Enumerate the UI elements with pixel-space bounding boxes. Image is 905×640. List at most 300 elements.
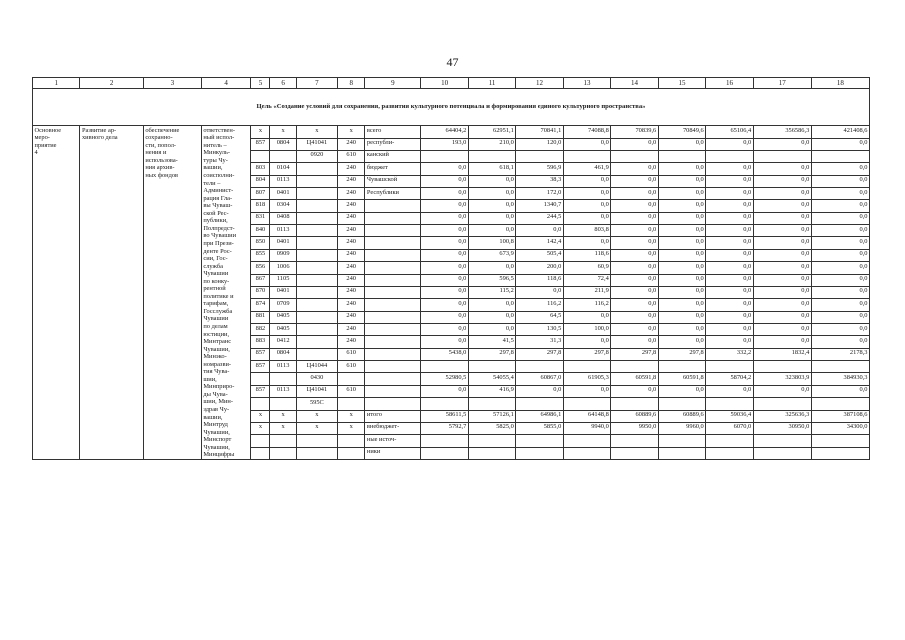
section-code-cell [270, 373, 296, 385]
expense-type-cell: 240 [337, 311, 364, 323]
column-number: 6 [270, 78, 296, 89]
text-line: ных фондов [145, 172, 179, 180]
section-code-cell: 0804 [270, 348, 296, 360]
text-line: Чувашии, [203, 345, 230, 353]
text-line: юстиции, [203, 330, 230, 338]
column-number: 8 [337, 78, 364, 89]
executor-cell [201, 126, 251, 460]
amount-cell: 0,0 [421, 200, 468, 212]
data-rows [33, 126, 870, 460]
amount-cell: 0,0 [611, 311, 658, 323]
amount-cell [811, 361, 869, 373]
grbs-code-cell: 831 [251, 212, 270, 224]
text-line: обеспечение [145, 126, 180, 134]
expense-type-cell: 240 [337, 175, 364, 187]
amount-cell [468, 435, 515, 447]
amount-cell: 416,9 [468, 385, 515, 397]
amount-cell: 0,0 [753, 324, 811, 336]
amount-cell: 60,9 [563, 262, 610, 274]
amount-cell: 0,0 [468, 212, 515, 224]
text-line: во Чувашии [203, 232, 237, 240]
amount-cell: 120,0 [516, 138, 563, 150]
amount-cell [563, 435, 610, 447]
section-code-cell: x [270, 410, 296, 422]
amount-cell: 193,0 [421, 138, 468, 150]
amount-cell: 0,0 [421, 249, 468, 261]
column-number: 12 [516, 78, 563, 89]
amount-cell [468, 150, 515, 162]
section-code-cell: 1105 [270, 274, 296, 286]
text-line: туры Чу- [203, 156, 228, 164]
section-code-cell: 0113 [270, 361, 296, 373]
amount-cell: 30950,0 [753, 422, 811, 434]
amount-cell: 505,4 [516, 249, 563, 261]
amount-cell: 0,0 [611, 138, 658, 150]
amount-cell: 0,0 [658, 212, 705, 224]
amount-cell: 0,0 [753, 311, 811, 323]
text-line: Минтранс [203, 338, 232, 346]
amount-cell: 5825,0 [468, 422, 515, 434]
amount-cell [658, 435, 705, 447]
amount-cell: 0,0 [468, 200, 515, 212]
text-line: 4 [34, 149, 38, 157]
section-code-cell [270, 435, 296, 447]
amount-cell: 60591,8 [658, 373, 705, 385]
section-code-cell: 0113 [270, 225, 296, 237]
text-line: по конку- [203, 277, 230, 285]
amount-cell: 0,0 [811, 262, 869, 274]
amount-cell [811, 447, 869, 460]
amount-cell [753, 435, 811, 447]
amount-cell: 0,0 [811, 299, 869, 311]
amount-cell: 0,0 [468, 225, 515, 237]
amount-cell: 0,0 [421, 225, 468, 237]
amount-cell: 0,0 [611, 188, 658, 200]
amount-cell [611, 398, 658, 410]
amount-cell: 0,0 [611, 163, 658, 175]
amount-cell: 9960,0 [658, 422, 705, 434]
text-line: публики, [203, 217, 228, 225]
amount-cell: 384930,3 [811, 373, 869, 385]
amount-cell: 0,0 [468, 262, 515, 274]
amount-cell: 0,0 [753, 262, 811, 274]
amount-cell: 0,0 [811, 385, 869, 397]
amount-cell: 618,1 [468, 163, 515, 175]
section-code-cell: 0401 [270, 237, 296, 249]
event-name-cell [80, 126, 143, 460]
funding-source-cell [365, 348, 421, 360]
target-article-cell: x [296, 410, 337, 422]
grbs-code-cell: 881 [251, 311, 270, 323]
amount-cell: 0,0 [421, 299, 468, 311]
amount-cell: 61905,3 [563, 373, 610, 385]
section-code-cell: 0113 [270, 175, 296, 187]
text-line: вашии, [203, 413, 223, 421]
amount-cell: 116,2 [516, 299, 563, 311]
expense-type-cell: x [337, 410, 364, 422]
target-article-cell [296, 225, 337, 237]
grbs-code-cell: 883 [251, 336, 270, 348]
target-article-cell [296, 435, 337, 447]
amount-cell: 0,0 [811, 225, 869, 237]
column-number: 9 [365, 78, 421, 89]
text-line: ния архив- [145, 164, 175, 172]
grbs-code-cell: 856 [251, 262, 270, 274]
funding-source-cell [365, 286, 421, 298]
target-article-cell [296, 175, 337, 187]
amount-cell: 0,0 [611, 299, 658, 311]
amount-cell [658, 447, 705, 460]
amount-cell: 1340,7 [516, 200, 563, 212]
amount-cell [516, 398, 563, 410]
section-code-cell: x [270, 126, 296, 138]
amount-cell [563, 447, 610, 460]
grbs-code-cell: 857 [251, 138, 270, 150]
amount-cell: 803,8 [563, 225, 610, 237]
amount-cell: 0,0 [658, 188, 705, 200]
amount-cell: 0,0 [753, 200, 811, 212]
grbs-code-cell [251, 447, 270, 460]
amount-cell: 70849,6 [658, 126, 705, 138]
text-line: по делам [203, 322, 228, 330]
amount-cell: 64148,8 [563, 410, 610, 422]
section-code-cell: 0405 [270, 324, 296, 336]
text-line: Админист- [203, 187, 234, 195]
text-line: Минтруд [203, 421, 228, 429]
amount-cell: 0,0 [658, 163, 705, 175]
amount-cell: 0,0 [611, 262, 658, 274]
amount-cell: 0,0 [658, 237, 705, 249]
amount-cell [706, 361, 753, 373]
amount-cell: 0,0 [753, 225, 811, 237]
amount-cell: 297,8 [611, 348, 658, 360]
amount-cell: 59036,4 [706, 410, 753, 422]
amount-cell [516, 150, 563, 162]
amount-cell: 0,0 [563, 212, 610, 224]
text-line: Чувашии [203, 315, 229, 323]
text-line: номразви- [203, 360, 232, 368]
budget-table [32, 77, 870, 460]
text-line: ответствен- [203, 126, 235, 134]
target-article-cell [296, 200, 337, 212]
amount-cell: 70841,1 [516, 126, 563, 138]
amount-cell: 0,0 [753, 274, 811, 286]
text-line: здрав Чу- [203, 405, 230, 413]
text-line: при Прези- [203, 239, 234, 247]
amount-cell: 0,0 [811, 286, 869, 298]
amount-cell [611, 435, 658, 447]
amount-cell: 6070,0 [706, 422, 753, 434]
grbs-code-cell [251, 435, 270, 447]
amount-cell: 0,0 [658, 262, 705, 274]
amount-cell [421, 447, 468, 460]
funding-source-cell [365, 200, 421, 212]
column-number: 11 [468, 78, 515, 89]
text-line: Минэко- [203, 353, 227, 361]
funding-source-cell [365, 237, 421, 249]
amount-cell: 297,8 [516, 348, 563, 360]
expense-type-cell: 610 [337, 150, 364, 162]
amount-cell [468, 361, 515, 373]
amount-cell: 0,0 [563, 385, 610, 397]
grbs-code-cell: 857 [251, 385, 270, 397]
grbs-code-cell: 857 [251, 348, 270, 360]
amount-cell: 0,0 [658, 385, 705, 397]
section-code-cell: 0408 [270, 212, 296, 224]
grbs-code-cell: x [251, 126, 270, 138]
amount-cell: 0,0 [753, 138, 811, 150]
target-article-cell: x [296, 422, 337, 434]
amount-cell: 0,0 [811, 175, 869, 187]
amount-cell: 31,3 [516, 336, 563, 348]
amount-cell: 0,0 [706, 274, 753, 286]
amount-cell: 0,0 [706, 212, 753, 224]
amount-cell [516, 447, 563, 460]
amount-cell: 115,2 [468, 286, 515, 298]
target-article-cell [296, 286, 337, 298]
expense-type-cell: 240 [337, 286, 364, 298]
column-number: 15 [658, 78, 705, 89]
text-line: использова- [145, 156, 178, 164]
target-article-cell: 0430 [296, 373, 337, 385]
target-article-cell [296, 348, 337, 360]
text-line: нитель – [203, 141, 227, 149]
amount-cell [811, 435, 869, 447]
amount-cell [611, 447, 658, 460]
section-code-cell [270, 150, 296, 162]
amount-cell [658, 398, 705, 410]
column-number: 5 [251, 78, 270, 89]
text-line: денте Рос- [203, 247, 232, 255]
amount-cell: 297,8 [563, 348, 610, 360]
goal-heading: Цель «Создание условий для сохранения, развития культурного потенциала и формирования единого культурного пространства» [33, 89, 870, 126]
expense-type-cell: 610 [337, 348, 364, 360]
funding-source-cell [365, 361, 421, 373]
text-line: ской Рес- [203, 209, 229, 217]
target-article-cell: Ц41041 [296, 385, 337, 397]
amount-cell: 0,0 [706, 299, 753, 311]
amount-cell: 0,0 [706, 311, 753, 323]
expense-type-cell: 240 [337, 299, 364, 311]
amount-cell: 0,0 [706, 262, 753, 274]
text-line: нения и [145, 149, 167, 157]
column-number: 2 [80, 78, 143, 89]
grbs-code-cell: 882 [251, 324, 270, 336]
amount-cell: 0,0 [811, 311, 869, 323]
amount-cell: 0,0 [421, 286, 468, 298]
amount-cell [516, 435, 563, 447]
column-number: 17 [753, 78, 811, 89]
target-article-cell: 0920 [296, 150, 337, 162]
amount-cell [421, 435, 468, 447]
section-code-cell: 0113 [270, 385, 296, 397]
amount-cell: 0,0 [421, 336, 468, 348]
amount-cell: 0,0 [658, 311, 705, 323]
amount-cell: 0,0 [563, 311, 610, 323]
goal-heading-row [33, 89, 870, 126]
amount-cell: 0,0 [468, 175, 515, 187]
amount-cell [753, 361, 811, 373]
text-line: Минприро- [203, 383, 235, 391]
text-line: соисполни- [203, 172, 235, 180]
page-number: 47 [446, 55, 459, 69]
column-number: 13 [563, 78, 610, 89]
expense-type-cell: 610 [337, 361, 364, 373]
amount-cell [611, 361, 658, 373]
amount-cell: 0,0 [611, 212, 658, 224]
text-line: шии, [203, 375, 217, 383]
funding-source-cell [365, 274, 421, 286]
column-number: 4 [201, 78, 251, 89]
amount-cell: 0,0 [753, 249, 811, 261]
amount-cell: 0,0 [563, 188, 610, 200]
amount-cell: 0,0 [658, 200, 705, 212]
amount-cell: 0,0 [706, 249, 753, 261]
amount-cell: 0,0 [811, 200, 869, 212]
amount-cell: 60867,0 [516, 373, 563, 385]
expense-type-cell [337, 398, 364, 410]
amount-cell [658, 361, 705, 373]
text-line: сохранно- [145, 134, 173, 142]
expense-type-cell: 240 [337, 138, 364, 150]
text-line: ды Чува- [203, 390, 228, 398]
amount-cell: 64404,2 [421, 126, 468, 138]
funding-source-cell: канский [365, 150, 421, 162]
section-code-cell: x [270, 422, 296, 434]
amount-cell: 0,0 [611, 324, 658, 336]
target-article-cell [296, 163, 337, 175]
expense-type-cell: 240 [337, 274, 364, 286]
amount-cell: 0,0 [811, 163, 869, 175]
target-article-cell [296, 447, 337, 460]
amount-cell: 60889,6 [611, 410, 658, 422]
amount-cell: 100,0 [563, 324, 610, 336]
amount-cell: 0,0 [811, 324, 869, 336]
text-line: Минцифры [203, 451, 235, 459]
amount-cell: 0,0 [421, 175, 468, 187]
expense-type-cell: 240 [337, 163, 364, 175]
target-article-cell: 595С [296, 398, 337, 410]
grbs-code-cell [251, 373, 270, 385]
amount-cell: 0,0 [421, 163, 468, 175]
amount-cell: 200,0 [516, 262, 563, 274]
amount-cell: 323803,9 [753, 373, 811, 385]
funding-source-cell: Республики [365, 188, 421, 200]
amount-cell: 0,0 [611, 200, 658, 212]
amount-cell: 60889,6 [658, 410, 705, 422]
funding-source-cell [365, 299, 421, 311]
funding-source-cell: внебюджет- [365, 422, 421, 434]
amount-cell: 0,0 [706, 138, 753, 150]
section-code-cell: 0104 [270, 163, 296, 175]
amount-cell: 38,3 [516, 175, 563, 187]
amount-cell: 0,0 [563, 200, 610, 212]
amount-cell: 0,0 [706, 175, 753, 187]
section-code-cell: 0804 [270, 138, 296, 150]
amount-cell: 0,0 [658, 336, 705, 348]
amount-cell: 0,0 [658, 225, 705, 237]
amount-cell: 0,0 [658, 274, 705, 286]
amount-cell: 0,0 [516, 286, 563, 298]
amount-cell: 5438,0 [421, 348, 468, 360]
target-article-cell: x [296, 126, 337, 138]
expense-type-cell [337, 435, 364, 447]
amount-cell: 0,0 [516, 385, 563, 397]
expense-type-cell: 240 [337, 262, 364, 274]
funding-source-cell [365, 262, 421, 274]
text-line: Развитие ар- [81, 126, 117, 134]
amount-cell: 0,0 [468, 188, 515, 200]
amount-cell: 0,0 [421, 188, 468, 200]
target-article-cell [296, 311, 337, 323]
text-line: Минкуль- [203, 149, 231, 157]
amount-cell [753, 398, 811, 410]
amount-cell: 0,0 [753, 299, 811, 311]
expense-type-cell [337, 447, 364, 460]
text-line: вашии, [203, 164, 223, 172]
expense-type-cell: 240 [337, 212, 364, 224]
amount-cell: 210,0 [468, 138, 515, 150]
expense-type-cell: 240 [337, 237, 364, 249]
amount-cell: 60591,8 [611, 373, 658, 385]
event-purpose-cell [143, 126, 201, 460]
expense-type-cell: 240 [337, 188, 364, 200]
amount-cell: 356586,3 [753, 126, 811, 138]
text-line: политике и [203, 292, 234, 300]
amount-cell [421, 150, 468, 162]
amount-cell: 0,0 [468, 311, 515, 323]
amount-cell: 461,9 [563, 163, 610, 175]
amount-cell: 0,0 [706, 237, 753, 249]
amount-cell [706, 150, 753, 162]
target-article-cell [296, 188, 337, 200]
text-line: тели – [203, 179, 221, 187]
amount-cell [811, 150, 869, 162]
amount-cell [421, 361, 468, 373]
amount-cell: 0,0 [706, 163, 753, 175]
grbs-code-cell: 818 [251, 200, 270, 212]
amount-cell [468, 398, 515, 410]
amount-cell: 0,0 [658, 299, 705, 311]
section-code-cell: 0401 [270, 286, 296, 298]
amount-cell: 0,0 [811, 237, 869, 249]
grbs-code-cell [251, 150, 270, 162]
amount-cell: 0,0 [421, 212, 468, 224]
grbs-code-cell: 807 [251, 188, 270, 200]
amount-cell: 0,0 [811, 249, 869, 261]
amount-cell: 0,0 [611, 237, 658, 249]
text-line: сии, Гос- [203, 255, 228, 263]
target-article-cell [296, 262, 337, 274]
amount-cell: 325636,3 [753, 410, 811, 422]
section-code-cell: 0401 [270, 188, 296, 200]
grbs-code-cell: x [251, 422, 270, 434]
column-number: 16 [706, 78, 753, 89]
text-line: Минспорт [203, 436, 232, 444]
amount-cell: 0,0 [706, 286, 753, 298]
expense-type-cell: x [337, 126, 364, 138]
grbs-code-cell: x [251, 410, 270, 422]
target-article-cell [296, 249, 337, 261]
amount-cell: 0,0 [706, 225, 753, 237]
amount-cell: 0,0 [658, 138, 705, 150]
funding-source-cell [365, 249, 421, 261]
amount-cell: 596,9 [516, 163, 563, 175]
text-line: меро- [34, 134, 50, 142]
expense-type-cell: 240 [337, 249, 364, 261]
amount-cell: 64,5 [516, 311, 563, 323]
amount-cell [753, 447, 811, 460]
